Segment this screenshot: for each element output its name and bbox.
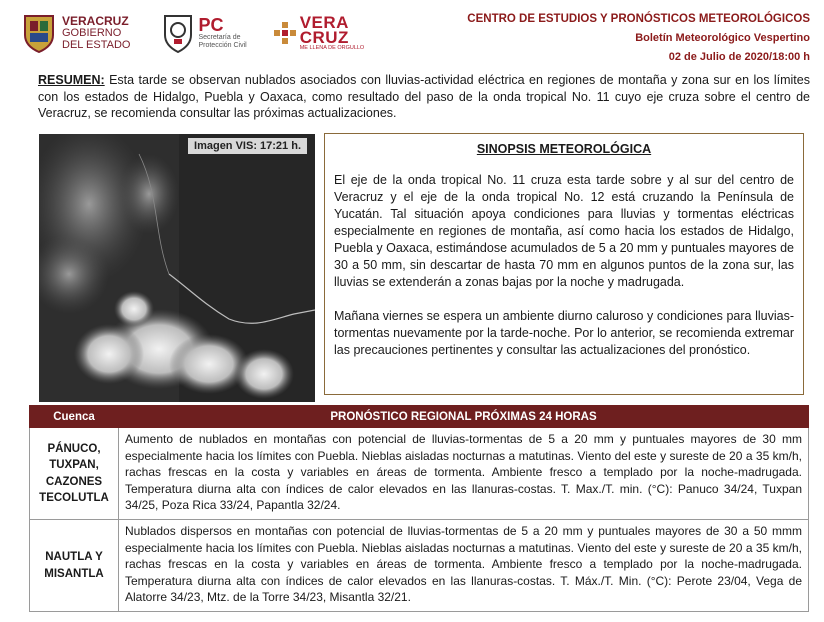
column-header-forecast: PRONÓSTICO REGIONAL PRÓXIMAS 24 HORAS bbox=[119, 406, 809, 428]
veracruz-brand-logo bbox=[273, 12, 365, 52]
bulletin-name: Boletín Meteorológico Vespertino bbox=[635, 32, 810, 44]
forecast-text-cell: Aumento de nublados en montañas con potencial de lluvias-tormentas de 5 a 20 mm y puntuales mayores de 30 mm especialmente hacia los límites con Puebla. Nieblas aisladas nocturnas a matutinas. Viento del este y sureste de 20 a 35 km/h, rachas frescas en la costa y variables en áreas de tormenta. Ambiente fresco a templado por la noche-madrugada. Temperatura diurna alta con índices de calor elevados en las llanuras-costas. T. Max./T. min. (°C): Panuco 34/24, Tuxpan 34/25, Poza Rica 33/24, Papantla 32/24. bbox=[119, 428, 809, 520]
header-logos bbox=[22, 8, 364, 58]
summary-paragraph bbox=[38, 72, 810, 122]
synopsis-paragraph-2: Mañana viernes se espera un ambiente diurno caluroso y condiciones para lluvias-tormentas nuevamente por la tarde-noche. Por lo anterior, se recomienda extremar las precauciones pertinentes y consultar las actualizaciones del pronóstico. bbox=[334, 309, 794, 357]
logo-pc-sub2: Protección Civil bbox=[198, 42, 247, 49]
table-row bbox=[30, 428, 809, 520]
summary-label: RESUMEN: bbox=[38, 73, 105, 87]
satellite-visible-image bbox=[39, 134, 315, 402]
basin-name-line: CAZONES bbox=[45, 475, 103, 488]
basin-name-line: MISANTLA bbox=[44, 567, 104, 580]
veracruz-shield-icon bbox=[22, 13, 56, 53]
synopsis-box bbox=[324, 133, 804, 395]
basin-cell bbox=[30, 520, 119, 612]
basin-name-line: NAUTLA Y bbox=[45, 551, 103, 563]
bulletin-header bbox=[467, 10, 810, 66]
bulletin-date: 02 de Julio de 2020/18:00 h bbox=[668, 51, 810, 63]
table-header-row bbox=[30, 406, 809, 428]
logo-veracruz-sub2: DEL ESTADO bbox=[62, 39, 131, 51]
basin-name-line: TUXPAN, bbox=[49, 459, 99, 471]
logo-pc-sub1: Secretaría de bbox=[198, 34, 241, 41]
forecast-text-cell: Nublados dispersos en montañas con potencial de lluvias-tormentas de 5 a 20 mm y puntuales mayores de 30 a 50 mmm especialmente hacia los límites con Puebla. Nieblas aisladas nocturnas a matutinas. Viento del este y sureste de 20 a 35 km/h, rachas frescas en la costa y variables en áreas de tormenta. Ambiente fresco a templado por la noche-madrugada. Temperatura diurna alta con índices de calor elevados en las llanuras-costas. T. Máx./T. Min. (°C): Perote 23/04, Vega de Alatorre 34/23, Mtz. de la Torre 34/23, Misantla 32/21. bbox=[119, 520, 809, 612]
column-header-basin: Cuenca bbox=[30, 406, 119, 428]
regional-forecast-table bbox=[29, 405, 809, 612]
center-name: CENTRO DE ESTUDIOS Y PRONÓSTICOS METEOROLÓGICOS bbox=[467, 13, 810, 25]
proteccion-civil-logo bbox=[162, 13, 246, 53]
table-row bbox=[30, 520, 809, 612]
synopsis-title: SINOPSIS METEOROLÓGICA bbox=[476, 142, 652, 156]
basin-cell bbox=[30, 428, 119, 520]
satellite-timestamp-label: Imagen VIS: 17:21 h. bbox=[188, 138, 307, 154]
logo-cruz: CRUZ bbox=[299, 27, 349, 47]
synopsis-paragraph-1: El eje de la onda tropical No. 11 cruza esta tarde sobre y al sur del centro de Veracruz y el eje de la onda tropical No. 12 está cruzando la Península de Yucatán. Tal situación apoya condiciones para lluvias y tormentas eléctricas especialmente en regiones de montaña, así como hacia los estados de Hidalgo, Puebla y Oaxaca, estimándose acumulados de 5 a 20 mm y puntuales mayores de 30 a 50 mm, sin descartar de hasta 70 mm en algunos puntos de la zona sur, las lluvias se extenderán a zonas bajas por la noche y madrugada. bbox=[334, 173, 794, 289]
basin-name-line: PÁNUCO, bbox=[47, 442, 101, 455]
logo-pc-title: PC bbox=[198, 15, 224, 35]
logo-veracruz-title: VERACRUZ bbox=[62, 14, 129, 28]
veracruz-government-logo bbox=[22, 13, 130, 53]
basin-name-line: TECOLUTLA bbox=[39, 492, 109, 504]
satellite-image bbox=[39, 134, 315, 402]
pc-shield-icon bbox=[162, 13, 194, 53]
logo-vera: VERA bbox=[299, 12, 349, 32]
summary-text: Esta tarde se observan nublados asociados con lluvias-actividad eléctrica en regiones de montaña y zona sur en los límites con los estados de Hidalgo, Puebla y Oaxaca, como resultado del paso de la onda tropical No. 11 cuyo eje cruza sobre el centro de Veracruz, se recomienda consultar las próximas actualizaciones. bbox=[38, 73, 810, 120]
veracruz-government-text bbox=[62, 15, 130, 51]
logo-veracruz-sub1: GOBIERNO bbox=[62, 27, 122, 39]
veracruz-pattern-icon bbox=[273, 21, 297, 45]
logo-slogan: ME LLENA DE ORGULLO bbox=[299, 44, 365, 51]
